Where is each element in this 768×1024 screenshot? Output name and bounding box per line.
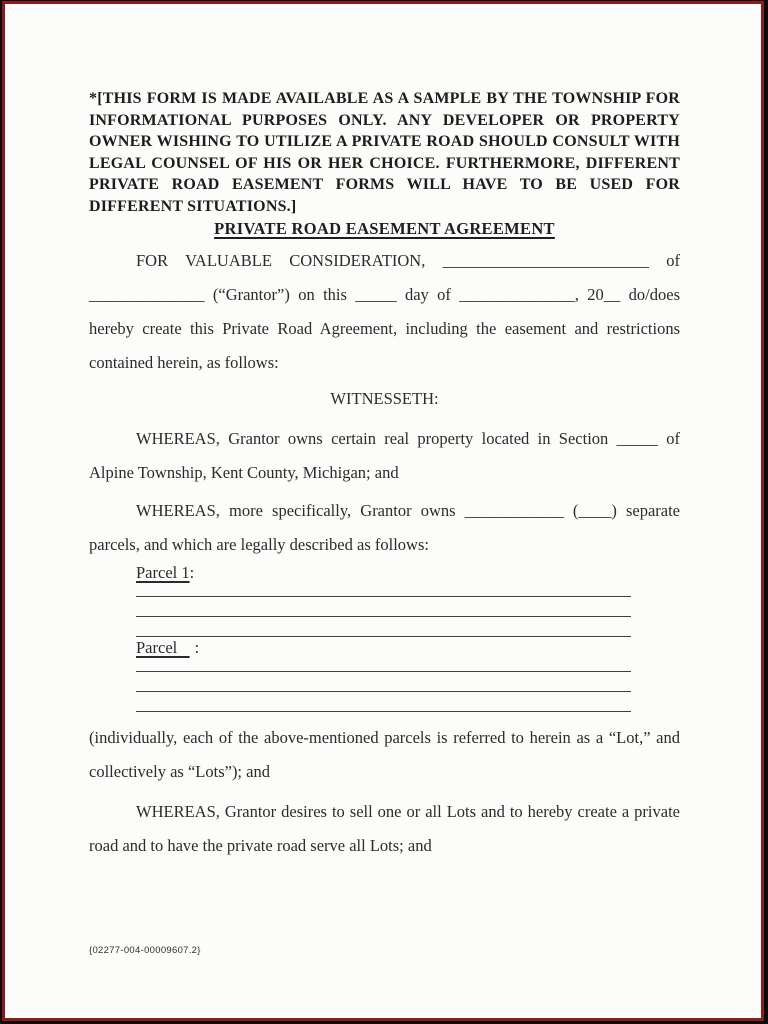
- witnesseth-heading: WITNESSETH:: [330, 389, 439, 408]
- disclaimer-paragraph: *[THIS FORM IS MADE AVAILABLE AS A SAMPLE BY THE TOWNSHIP FOR INFORMATIONAL PURPOSES ONLY. ANY DEVELOPER OR PROPERTY OWNER WISHING TO UTILIZE A PRIVATE ROAD SHOULD CONSULT WITH LEGAL COUNSEL OF HIS OR HER CHOICE. FURTHERMORE, DIFFERENT PRIVATE ROAD EASEMENT FORMS WILL HAVE TO BE USED FOR DIFFERENT SITUATIONS.]: [89, 90, 680, 215]
- parcel-2-label: Parcel: [136, 638, 190, 657]
- document-content: [89, 4, 680, 863]
- parcel-2-blank-line-2: [136, 672, 631, 692]
- paragraph-whereas-road: WHEREAS, Grantor desires to sell one or all Lots and to hereby create a private road and to have the private road serve all Lots; and: [89, 802, 680, 855]
- paragraph-lots-definition: (individually, each of the above-mentioned parcels is referred to herein as a “Lot,” and collectively as “Lots”); and: [89, 728, 680, 781]
- paragraph-whereas-parcels: WHEREAS, more specifically, Grantor owns ____________ (____) separate parcels, and which are legally described as follows:: [89, 501, 680, 554]
- parcel-2-blank-line-1: [136, 658, 631, 672]
- document-title: [89, 217, 680, 241]
- parcel-1-colon: :: [189, 563, 195, 582]
- parcel-1-blank-line-3: [136, 617, 631, 637]
- parcel-1-blank-lines: [136, 583, 631, 637]
- parcel-1-blank-line-1: [136, 583, 631, 597]
- parcel-2-blank-line-3: [136, 692, 631, 712]
- parcel-1-blank-line-2: [136, 597, 631, 617]
- parcel-2-colon: :: [194, 638, 200, 657]
- paragraph-whereas-property: WHEREAS, Grantor owns certain real property located in Section _____ of Alpine Township, Kent County, Michigan; and: [89, 429, 680, 482]
- paragraph-consideration: FOR VALUABLE CONSIDERATION, _________________________ of ______________ (“Grantor”) on this _____ day of ______________, 20__ do/does hereby create this Private Road Agreement, including the easement and restrictions contained herein, as follows:: [89, 251, 680, 372]
- parcel-2-blank-lines: [136, 658, 631, 712]
- parcel-2-heading: [136, 637, 680, 658]
- parcel-1-label: Parcel 1: [136, 563, 190, 582]
- footer-document-number: {02277-004-00009607.2}: [89, 945, 201, 956]
- document-page: [2, 1, 764, 1021]
- parcel-1-heading: [136, 562, 680, 583]
- document-title-text: PRIVATE ROAD EASEMENT AGREEMENT: [214, 219, 555, 238]
